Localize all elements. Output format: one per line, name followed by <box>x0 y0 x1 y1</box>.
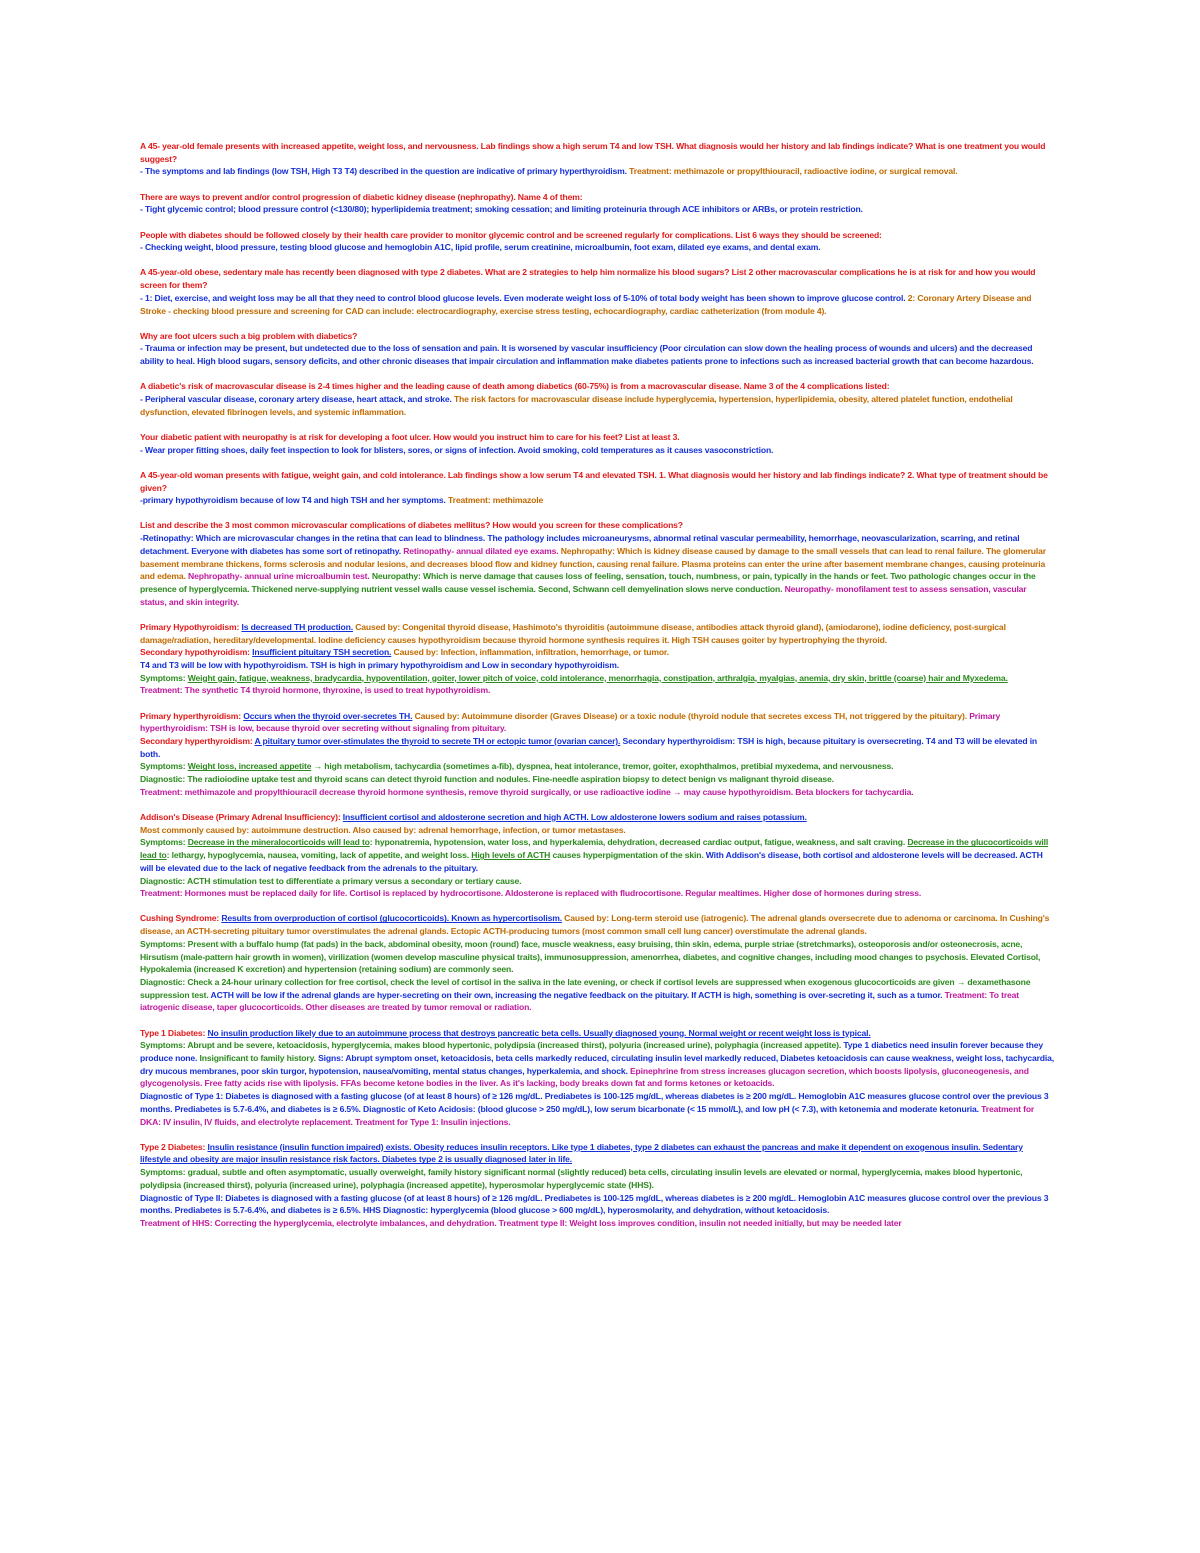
text-segment: Decrease in the mineralocorticoids will lead to <box>187 837 370 848</box>
text-segment: Why are foot ulcers such a big problem with diabetics? <box>140 330 358 341</box>
text-segment: ACTH will be low if the adrenal glands are hyper-secreting on their own, increasing the negative feedback on the pituitary. If ACTH is high, something is over-secreting it, such as a tumor. <box>210 989 945 1000</box>
block-text-line <box>140 393 1055 418</box>
text-segment: The risk factors for macrovascular disease include hyperglycemia, hypertension, hyperlipidemia, obesity, altered platelet function, endothelial dysfunction, elevated fibrinogen levels, and systemic inflammation. <box>140 394 1013 417</box>
block-text-line <box>140 836 1055 874</box>
qa-block <box>140 469 1055 507</box>
text-segment: Primary hyperthyroidism: TSH is low, because thyroid over secreting without signaling from pituitary. <box>140 710 1001 734</box>
block-text-line <box>140 938 1055 976</box>
text-segment: Treatment: methimazole and propylthiouracil decrease thyroid hormone synthesis, remove thyroid surgically, or use radioactive iodine → may cause hypothyroidism. Beta blockers for tachycardia. <box>140 786 914 797</box>
text-segment: : lethargy, hypoglycemia, nausea, vomiting, lack of appetite, and weight loss. <box>166 850 472 861</box>
text-segment: Signs: Abrupt symptom onset, ketoacidosis, beta cells markedly reduced, circulating insulin level markedly reduced, Diabetes ketoacidosis can cause weakness, weight loss, tachycardia, dry mucous membranes, poor skin turgor, hypotension, nausea/vomiting, mental status changes, hyperkalemia, and shock. <box>140 1052 1054 1076</box>
block-text-line <box>140 887 1055 900</box>
text-segment: With Addison's disease, both cortisol and aldosterone levels will be decreased. ACTH will be elevated due to the lack of negative feedback from the adrenals to the pituitary. <box>140 850 1043 873</box>
text-segment: Type 1 Diabetes: <box>140 1027 208 1038</box>
text-segment: -Retinopathy: Which are microvascular changes in the retina that can lead to blindness. The pathology includes microaneurysms, abnormal retinal vascular permeability, hemorrhage, neovascularization, scarring, and retinal detachment. Everyone with diabetes has some sort of retinopathy. <box>140 533 1020 556</box>
text-segment: : hyponatremia, hypotension, water loss, and hyperkalemia, dehydration, decreased cardiac output, fatigue, weakness, and salt craving. <box>369 837 908 848</box>
text-segment: Diagnostic: Check a 24-hour urinary collection for free cortisol, check the level of cortisol in the saliva in the late evening, or check if cortisol levels are suppressed when exogenous glucocorticoids are given → dexamethasone suppression test. <box>140 976 1031 1000</box>
block-text-line <box>140 786 1055 799</box>
text-segment: Treatment: methimazole <box>448 495 544 506</box>
block-text-line <box>140 773 1055 786</box>
block-text-line <box>140 760 1055 773</box>
text-segment: List and describe the 3 most common microvascular complications of diabetes mellitus? How would you screen for these complications? <box>140 520 683 531</box>
text-segment: - Wear proper fitting shoes, daily feet inspection to look for blisters, sores, or signs of infection. Avoid smoking, cold temperatures as it causes vasoconstriction. <box>140 444 774 455</box>
text-segment: A 45-year-old woman presents with fatigue, weight gain, and cold intolerance. Lab findings show a low serum T4 and elevated TSH. 1. What diagnosis would her history and lab findings indicate? 2. What type of treatment should be given? <box>140 469 1048 493</box>
text-segment: Treatment: methimazole or propylthiouracil, radioactive iodine, or surgical removal. <box>629 166 958 177</box>
block-heading-line <box>140 469 1055 494</box>
qa-block <box>140 912 1055 1014</box>
text-segment: A 45-year-old obese, sedentary male has recently been diagnosed with type 2 diabetes. What are 2 strategies to help him normalize his blood sugars? List 2 other macrovascular complications he is at risk for and how you would screen for them? <box>140 267 1036 291</box>
text-segment: Results from overproduction of cortisol (glucocorticoids). Known as hypercortisolism. <box>221 913 562 924</box>
text-segment: Primary Hypothyroidism: <box>140 621 242 632</box>
block-text-line <box>140 672 1055 685</box>
block-heading-line <box>140 191 1055 204</box>
text-segment: Diagnostic: The radioiodine uptake test and thyroid scans can detect thyroid function and nodules. Fine-needle aspiration biopsy to detect benign vs malignant thyroid disease. <box>140 774 834 785</box>
block-text-line <box>140 1192 1055 1217</box>
text-segment: Your diabetic patient with neuropathy is at risk for developing a foot ulcer. How would you instruct him to care for his feet? List at least 3. <box>140 431 680 442</box>
block-text-line <box>140 646 1055 659</box>
block-text-line <box>140 659 1055 672</box>
text-segment: High levels of ACTH <box>471 850 551 861</box>
block-heading-line <box>140 1141 1055 1166</box>
text-segment: Caused by: Congenital thyroid disease, Hashimoto's thyroiditis (autoimmune disease, antibodies attack thyroid gland), (amiodarone), iodine deficiency, post-surgical damage/radiation, hereditary/developmental. Iodine deficiency causes hypothyroidism because thyroid hormone synthesis requires it. High TSH causes goiter by hypertrophying the thyroid. <box>140 621 1006 645</box>
block-text-line <box>140 976 1055 1014</box>
text-segment: Nephropathy- annual urine microalbumin test. <box>188 571 372 582</box>
block-heading-line <box>140 710 1055 735</box>
text-segment: - Trauma or infection may be present, but undetected due to the loss of sensation and pain. It is worsened by vascular insufficiency (Poor circulation can slow down the healing process of wounds and ulcers) and the decreased ability to heal. High blood sugars, sensory deficits, and other chronic diseases that impair circulation and inflammation make diabetes patients prone to infections such as increased bacterial growth that can become hazardous. <box>140 343 1034 367</box>
block-text-line <box>140 165 1055 178</box>
block-text-line <box>140 444 1055 457</box>
text-segment: -primary hypothyroidism because of low T4 and high TSH and her symptoms. <box>140 495 449 506</box>
text-segment: - The symptoms and lab findings (low TSH, High T3 T4) described in the question are indicative of primary hyperthyroidism. <box>140 166 630 177</box>
text-segment: Symptoms: <box>140 672 188 683</box>
text-segment: Insufficient pituitary TSH secretion. <box>252 647 392 658</box>
text-segment: Treatment of HHS: Correcting the hyperglycemia, electrolyte imbalances, and dehydration. Treatment type II: Weight loss improves condition, insulin not needed initially, but may be needed later <box>140 1217 902 1228</box>
block-text-line <box>140 1090 1055 1128</box>
block-heading-line <box>140 380 1055 393</box>
text-segment: Type 2 Diabetes: <box>140 1141 208 1152</box>
block-text-line <box>140 292 1055 317</box>
text-segment: Weight loss, increased appetite <box>187 761 312 772</box>
text-segment: Caused by: Long-term steroid use (iatrogenic). The adrenal glands oversecrete due to adenoma or carcinoma. In Cushing's disease, an ACTH-secreting pituitary tumor overstimulates the adrenal glands. Ectopic ACTH-producing tumors (most common small cell lung cancer) overstimulate the adrenal glands. <box>140 913 1050 937</box>
qa-block <box>140 431 1055 456</box>
text-segment: Insufficient cortisol and aldosterone secretion and high ACTH. Low aldosterone lowers sodium and raises potassium. <box>342 812 807 823</box>
text-segment: Occurs when the thyroid over-secretes TH. <box>243 710 413 721</box>
text-segment: Nephropathy: Which is kidney disease caused by damage to the small vessels that can lead to renal failure. The glomerular basement membrane thickens, forms sclerosis and nodular lesions, and decreases blood flow and kidney function, causing renal failure. Plasma proteins can enter the urine after basement membrane changes, causing proteinuria and edema. <box>140 545 1046 582</box>
qa-block <box>140 266 1055 317</box>
block-heading-line <box>140 811 1055 824</box>
text-segment: - 1: Diet, exercise, and weight loss may be all that they need to control blood glucose levels. Even moderate weight loss of 5-10% of total body weight has been shown to improve glucose control. <box>140 292 908 303</box>
block-heading-line <box>140 621 1055 646</box>
text-segment: A 45- year-old female presents with increased appetite, weight loss, and nervousness. Lab findings show a high serum T4 and low TSH. What diagnosis would her history and lab findings indicate? What is one treatment you would suggest? <box>140 141 1046 164</box>
text-segment: A diabetic's risk of macrovascular disease is 2-4 times higher and the leading cause of death among diabetics (60-75%) is from a macrovascular disease. Name 3 of the 4 complications listed: <box>140 381 890 392</box>
text-segment: Is decreased TH production. <box>241 621 353 632</box>
text-segment: Diagnostic of Type 1: Diabetes is diagnosed with a fasting glucose (of at least 8 hours) of ≥ 126 mg/dL. Prediabetes is 100-125 mg/dL, whereas diabetes is ≥ 200 mg/dL. Hemoglobin A1C measures glucose control over the previous 3 months. Prediabetes is 5.7-6.4%, and diabetes is ≥ 6.5%. Diagnostic of Keto Acidosis: (blood glucose > 250 mg/dL), low serum bicarbonate (< 15 mmol/L), and low pH (< 7.3), with ketonemia and moderate ketonuria. <box>140 1091 1049 1114</box>
block-heading-line <box>140 431 1055 444</box>
text-segment: Addison's Disease (Primary Adrenal Insufficiency): <box>140 812 343 823</box>
qa-block <box>140 140 1055 178</box>
text-segment: Diagnostic: ACTH stimulation test to differentiate a primary versus a secondary or tertiary cause. <box>140 875 522 886</box>
text-segment: T4 and T3 will be low with hypothyroidism. TSH is high in primary hypothyroidism and Low in secondary hypothyroidism. <box>140 660 620 670</box>
text-segment: Decrease in the glucocorticoids will lead to <box>140 837 1049 861</box>
text-segment: Retinopathy- annual dilated eye exams. <box>403 545 561 556</box>
text-segment: No insulin production likely due to an autoimmune process that destroys pancreatic beta cells. Usually diagnosed young. Normal weight or recent weight loss is typical. <box>207 1027 871 1038</box>
text-segment: Epinephrine from stress increases glucagon secretion, which boosts lipolysis, gluconeogenesis, and glycogenolysis. Free fatty acids rise with lipolysis. FFAs become ketone bodies in the liver. As it's lacking, body breaks down fat and forms ketones or ketoacids. <box>140 1065 1029 1089</box>
block-text-line <box>140 1039 1055 1090</box>
text-segment: Treatment: The synthetic T4 thyroid hormone, thyroxine, is used to treat hypothyroidism. <box>140 685 491 696</box>
block-text-line <box>140 494 1055 507</box>
document-page <box>140 140 1055 1242</box>
text-segment: Symptoms: <box>140 837 188 848</box>
text-segment: Type 1 diabetics need insulin forever because they produce none. <box>140 1040 1043 1063</box>
block-text-line <box>140 532 1055 608</box>
qa-block <box>140 811 1055 900</box>
text-segment: Symptoms: Abrupt and be severe, ketoacidosis, hyperglycemia, makes blood hypertonic, polydipsia (increased thirst), polyuria (increased urine), polyphagia (increased appetite). <box>140 1040 844 1051</box>
qa-block <box>140 519 1055 608</box>
text-segment: Diagnostic of Type II: Diabetes is diagnosed with a fasting glucose (of at least 8 hours) of ≥ 126 mg/dL. Prediabetes is 100-125 mg/dL, whereas diabetes is ≥ 200 mg/dL. Hemoglobin A1C measures glucose control over the previous 3 months. Prediabetes is 5.7-6.4%, and diabetes is ≥ 6.5%. HHS Diagnostic: hyperglycemia (blood glucose > 600 mg/dL), hyperosmolarity, and dehydration, without ketoacidosis. <box>140 1192 1049 1216</box>
text-segment: A pituitary tumor over-stimulates the thyroid to secrete TH or ectopic tumor (ovarian cancer). <box>254 736 621 747</box>
text-segment: Neuropathy- monofilament test to assess sensation, vascular status, and skin integrity. <box>140 583 1027 607</box>
text-segment: Symptoms: Present with a buffalo hump (fat pads) in the back, abdominal obesity, moon (round) face, muscle weakness, easy bruising, thin skin, edema, purple striae (stretchmarks), osteoporosis and/or osteonecrosis, acne, Hirsutism (male-pattern hair growth in women), virilization (women develop masculine physical traits), immunosuppression, amenorrhea, diabetes, and cognitive changes, including mood changes to psychosis. Elevated Cortisol, Hypokalemia (increased K excretion) and hypertension (retaining sodium) are commonly seen. <box>140 938 1041 975</box>
text-segment: - Tight glycemic control; blood pressure control (<130/80); hyperlipidemia treatment; smoking cessation; and limiting proteinuria through ACE inhibitors or ARBs, or protein restriction. <box>140 204 863 215</box>
text-segment: Insulin resistance (insulin function impaired) exists. Obesity reduces insulin receptors. Like type 1 diabetes, type 2 diabetes can exhaust the pancreas and make it dependent on exogenous insulin. Sedentary lifestyle and obesity are major insulin resistance risk factors. Diabetes type 2 is usually diagnosed later in life. <box>140 1141 1023 1165</box>
block-heading-line <box>140 266 1055 291</box>
qa-block <box>140 1141 1055 1230</box>
block-text-line <box>140 1166 1055 1191</box>
block-text-line <box>140 684 1055 697</box>
block-heading-line <box>140 330 1055 343</box>
text-segment: Neuropathy: Which is nerve damage that causes loss of feeling, sensation, touch, numbness, or pain, typically in the hands or feet. Two pathologic changes occur in the presence of hyperglycemia. Thickened nerve-supplying nutrient vessel walls cause vessel ischemia. Second, Schwann cell demyelination slows nerve conduction. <box>140 571 1036 594</box>
block-heading-line <box>140 519 1055 532</box>
block-heading-line <box>140 140 1055 165</box>
block-text-line <box>140 735 1055 760</box>
block-text-line <box>140 342 1055 367</box>
text-segment: Weight gain, fatigue, weakness, bradycardia, hypoventilation, goiter, lower pitch of voice, cold intolerance, menorrhagia, constipation, arthralgia, myalgias, anemia, dry skin, brittle (coarse) hair and Myxedema. <box>187 672 1008 683</box>
text-segment: Treatment for DKA: IV insulin, IV fluids, and electrolyte replacement. Treatment for Type 1: Insulin injections. <box>140 1103 1035 1127</box>
text-segment: Symptoms: gradual, subtle and often asymptomatic, usually overweight, family history significant normal (slightly reduced) beta cells, circulating insulin levels are elevated or normal, hyperglycemia, makes blood hypertonic, polydipsia (increased thirst), polyuria (increased urine), polyphagia (increased appetite), hyperosmolar hyperglycemic state (HHS). <box>140 1167 1023 1190</box>
text-segment: Treatment: To treat iatrogenic disease, taper glucocorticoids. Other diseases are treated by tumor removal or radiation. <box>140 989 1019 1013</box>
qa-block <box>140 1027 1055 1129</box>
text-segment: Secondary hypothyroidism: <box>140 647 253 658</box>
text-segment: Secondary hyperthyroidism: TSH is high, because pituitary is oversecreting. T4 and T3 will be elevated in both. <box>140 736 1038 759</box>
text-segment: - Peripheral vascular disease, coronary artery disease, heart attack, and stroke. <box>140 394 454 405</box>
text-segment: Symptoms: <box>140 761 188 772</box>
block-text-line <box>140 241 1055 254</box>
qa-block <box>140 330 1055 368</box>
text-segment: Most commonly caused by: autoimmune destruction. Also caused by: adrenal hemorrhage, infection, or tumor metastases. <box>140 824 626 835</box>
text-segment: Cushing Syndrome: <box>140 913 222 924</box>
block-text-line <box>140 1217 1055 1230</box>
text-segment: There are ways to prevent and/or control progression of diabetic kidney disease (nephropathy). Name 4 of them: <box>140 191 583 202</box>
block-heading-line <box>140 912 1055 937</box>
text-segment: 2: Coronary Artery Disease and Stroke - checking blood pressure and screening for CAD can include: electrocardiography, exercise stress testing, echocardiography, cardiac catheterization (from module 4). <box>140 292 1032 316</box>
text-segment: causes hyperpigmentation of the skin. <box>550 850 706 861</box>
qa-block <box>140 380 1055 418</box>
qa-block <box>140 621 1055 697</box>
text-segment: Secondary hyperthyroidism: <box>140 736 255 747</box>
block-text-line <box>140 875 1055 888</box>
block-heading-line <box>140 1027 1055 1040</box>
text-segment: Primary hyperthyroidism: <box>140 710 244 721</box>
text-segment: Caused by: Autoimmune disorder (Graves Disease) or a toxic nodule (thyroid nodule that secretes excess TH, not triggered by the pituitary). <box>412 710 970 721</box>
qa-block <box>140 229 1055 254</box>
text-segment: - Checking weight, blood pressure, testing blood glucose and hemoglobin A1C, lipid profile, serum creatinine, microalbumin, foot exam, dilated eye exams, and dental exam. <box>140 242 821 253</box>
text-segment: Treatment: Hormones must be replaced daily for life. Cortisol is replaced by hydrocortisone. Aldosterone is replaced with fludrocortisone. Regular mealtimes. Higher dose of hormones during stress. <box>140 888 922 899</box>
qa-block <box>140 191 1055 216</box>
text-segment: → high metabolism, tachycardia (sometimes a-fib), dyspnea, heat intolerance, tremor, goiter, exophthalmos, pretibial myxedema, and nervousness. <box>311 761 894 772</box>
text-segment: Insignificant to family history. <box>199 1052 319 1063</box>
text-segment: Caused by: Infection, inflammation, infiltration, hemorrhage, or tumor. <box>391 647 669 658</box>
block-heading-line <box>140 229 1055 242</box>
qa-block <box>140 710 1055 799</box>
block-text-line <box>140 203 1055 216</box>
text-segment: People with diabetes should be followed closely by their health care provider to monitor glycemic control and be screened regularly for complications. List 6 ways they should be screened: <box>140 229 882 240</box>
block-text-line <box>140 824 1055 837</box>
